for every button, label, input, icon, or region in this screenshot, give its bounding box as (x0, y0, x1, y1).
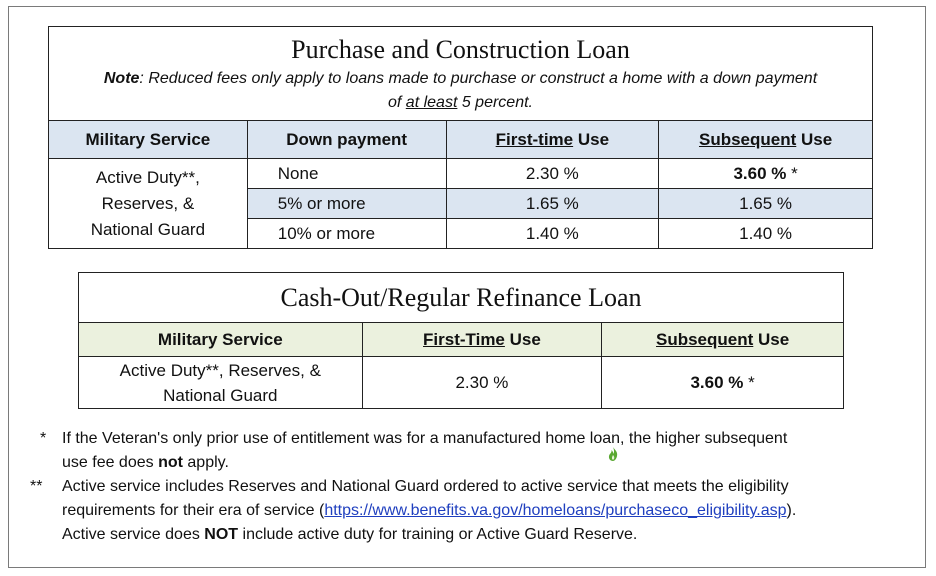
header-first-time-use (362, 323, 602, 357)
footnote-2-line-3b: include active duty for training or Active Guard Reserve. (238, 526, 638, 543)
down-payment-cell: None (247, 159, 446, 189)
military-service-line: Reserves, & (101, 193, 195, 213)
military-service-line: National Guard (163, 385, 278, 405)
table-row (79, 357, 844, 409)
subsequent-suffix: * (786, 163, 798, 183)
refinance-loan-table (78, 272, 844, 409)
note-text-underline: at least (405, 94, 458, 111)
footnote-2-line-3a: Active service does (62, 526, 205, 543)
first-time-cell: 2.30 % (446, 159, 659, 189)
first-time-cell: 1.65 % (446, 189, 659, 219)
flame-icon (607, 446, 619, 462)
footnote-1-marker: * (40, 430, 47, 447)
footnote-2 (30, 475, 920, 547)
first-time-cell: 2.30 % (362, 357, 602, 409)
military-service-line: National Guard (90, 219, 206, 239)
purchase-table-title-cell (49, 27, 873, 121)
footnote-1-line-2-bold: not (158, 454, 183, 471)
refinance-table-title-cell (79, 273, 844, 323)
header-first-time-use (446, 121, 659, 159)
header-military-service: Military Service (79, 323, 363, 357)
header-subsequent-rest: Use (796, 129, 833, 149)
footnote-2-line-2b: ). (786, 502, 797, 519)
military-service-line: Active Duty**, (95, 167, 200, 187)
first-time-cell: 1.40 % (446, 219, 659, 249)
header-military-service: Military Service (49, 121, 248, 159)
purchase-loan-table (48, 26, 873, 249)
footnote-1-line-2b: apply. (182, 454, 229, 471)
subsequent-value-bold: 3.60 % (733, 163, 787, 183)
footnote-2-line-2a: requirements for their era of service ( (62, 502, 325, 519)
subsequent-cell: 1.40 % (659, 219, 873, 249)
footnote-1 (40, 427, 910, 475)
footnote-2-line-3-bold: NOT (204, 526, 239, 543)
header-first-time-underline: First-time (495, 129, 574, 149)
header-first-time-rest: Use (504, 329, 541, 349)
subsequent-cell: 1.65 % (659, 189, 873, 219)
refinance-table-title: Cash-Out/Regular Refinance Loan (280, 282, 642, 312)
header-first-time-rest: Use (573, 129, 610, 149)
eligibility-link[interactable]: https://www.benefits.va.gov/homeloans/purchaseco_eligibility.asp (324, 502, 787, 519)
table-row (49, 159, 873, 189)
note-text-1: : Reduced fees only apply to loans made to purchase or construct a home with a down payment (139, 70, 818, 87)
note-label: Note (103, 70, 140, 87)
subsequent-value-bold: 3.60 % (690, 373, 744, 392)
header-subsequent-underline: Subsequent (698, 129, 797, 149)
purchase-table-title: Purchase and Construction Loan (291, 35, 630, 64)
header-subsequent-rest: Use (753, 329, 790, 349)
military-service-cell (79, 357, 363, 409)
purchase-header-row (49, 121, 873, 159)
footnote-2-line-1: Active service includes Reserves and National Guard ordered to active service that meets the eligibility (62, 478, 789, 495)
header-first-time-underline: First-Time (423, 329, 505, 349)
purchase-table-note (59, 67, 862, 115)
footnote-1-line-1: If the Veteran's only prior use of entitlement was for a manufactured home loan, the higher subsequent (62, 430, 788, 447)
note-text-3: 5 percent. (457, 94, 533, 111)
refinance-header-row (79, 323, 844, 357)
header-down-payment: Down payment (247, 121, 446, 159)
military-service-line: Active Duty**, Reserves, & (119, 360, 321, 380)
header-subsequent-use (659, 121, 873, 159)
note-text-2: of (388, 94, 406, 111)
footnote-2-marker: ** (30, 478, 43, 495)
footnote-1-line-2a: use fee does (62, 454, 159, 471)
down-payment-cell: 10% or more (247, 219, 446, 249)
subsequent-cell (659, 159, 873, 189)
header-subsequent-underline: Subsequent (656, 329, 754, 349)
subsequent-cell (602, 357, 844, 409)
down-payment-cell: 5% or more (247, 189, 446, 219)
military-service-cell (49, 159, 248, 249)
header-subsequent-use (602, 323, 844, 357)
subsequent-suffix: * (743, 373, 755, 392)
